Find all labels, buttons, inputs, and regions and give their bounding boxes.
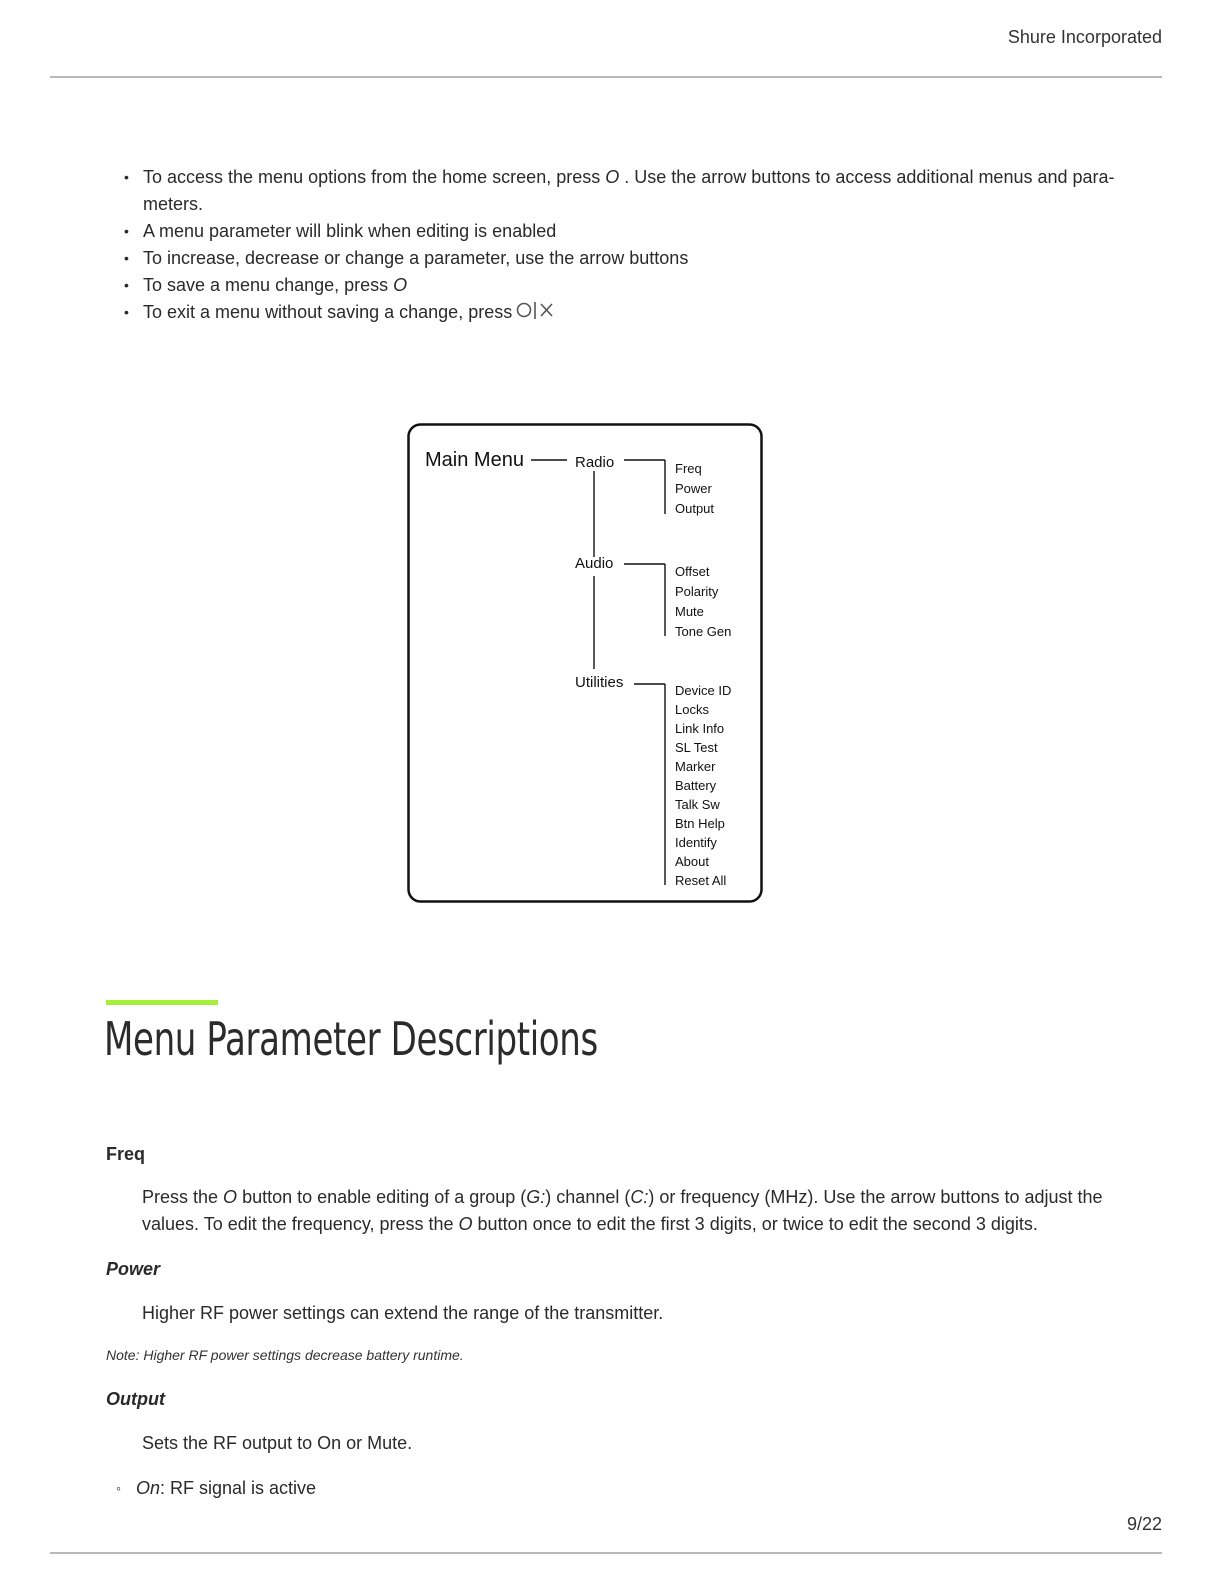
menu-item-offset: Offset: [675, 564, 710, 579]
menu-item-mute: Mute: [675, 604, 704, 619]
parameter-descriptions: [106, 1140, 1116, 1502]
menu-item-marker: Marker: [675, 759, 716, 774]
menu-item-device-id: Device ID: [675, 683, 732, 698]
param-freq-title: Freq: [106, 1144, 146, 1164]
menu-item-battery: Battery: [675, 778, 717, 793]
menu-item-btn-help: Btn Help: [675, 816, 725, 831]
menu-tree-svg: [407, 423, 763, 903]
menu-item-locks: Locks: [675, 702, 709, 717]
output-option-on: ◦ On: RF signal is active: [106, 1475, 1116, 1502]
menu-utilities-label: Utilities: [575, 674, 624, 691]
menu-item-output: Output: [675, 501, 715, 516]
menu-item-power: Power: [675, 481, 712, 496]
footer-divider: [50, 1552, 1162, 1554]
instruction-blink: • A menu parameter will blink when editing is enabled: [120, 218, 1116, 245]
menu-radio-label: Radio: [575, 454, 615, 471]
menu-audio-label: Audio: [575, 555, 614, 572]
header-divider: [50, 76, 1162, 78]
output-options-list: [106, 1475, 1116, 1502]
param-output-body: Sets the RF output to On or Mute.: [142, 1433, 413, 1453]
instruction-change-parameter: • To increase, decrease or change a parameter, use the arrow buttons: [120, 245, 1116, 272]
menu-instructions-list: [120, 164, 1116, 329]
instruction-access-menu: • To access the menu options from the home screen, press O . Use the arrow buttons to access additional menus and para-meters.: [120, 164, 1116, 218]
menu-item-link-info: Link Info: [675, 721, 725, 736]
instruction-save: • To save a menu change, press O: [120, 272, 1116, 299]
section-accent-bar: [106, 1000, 218, 1005]
menu-item-freq: Freq: [675, 461, 702, 476]
menu-item-polarity: Polarity: [675, 584, 719, 599]
menu-item-about: About: [675, 854, 709, 869]
page-number: 9/22: [1126, 1514, 1162, 1534]
param-power-title: Power: [106, 1259, 161, 1279]
main-menu-label: Main Menu: [425, 449, 524, 471]
menu-item-tone-gen: Tone Gen: [675, 624, 732, 639]
circle-bar-x-icon: [516, 301, 556, 329]
instruction-exit: • To exit a menu without saving a change, press: [120, 299, 1116, 329]
param-freq-body: Press the O button to enable editing of a group (G:) channel (C:) or frequency (MHz). Use the arrow buttons to adjust the values. To edit the frequency, press the O button once to edit the first 3 digits, or twice to edit the second 3 digits.: [142, 1187, 1103, 1234]
section-title: Menu Parameter Descriptions: [104, 1012, 598, 1066]
menu-item-reset-all: Reset All: [675, 873, 727, 888]
menu-item-identify: Identify: [675, 835, 717, 850]
menu-item-sl-test: SL Test: [675, 740, 718, 755]
param-power-body: Higher RF power settings can extend the range of the transmitter.: [142, 1303, 664, 1323]
menu-item-talk-sw: Talk Sw: [675, 797, 720, 812]
company-name: Shure Incorporated: [1007, 27, 1162, 47]
param-power-note: Note: Higher RF power settings decrease battery runtime.: [106, 1347, 464, 1363]
param-output-title: Output: [106, 1389, 165, 1409]
menu-tree-diagram: [407, 423, 763, 903]
